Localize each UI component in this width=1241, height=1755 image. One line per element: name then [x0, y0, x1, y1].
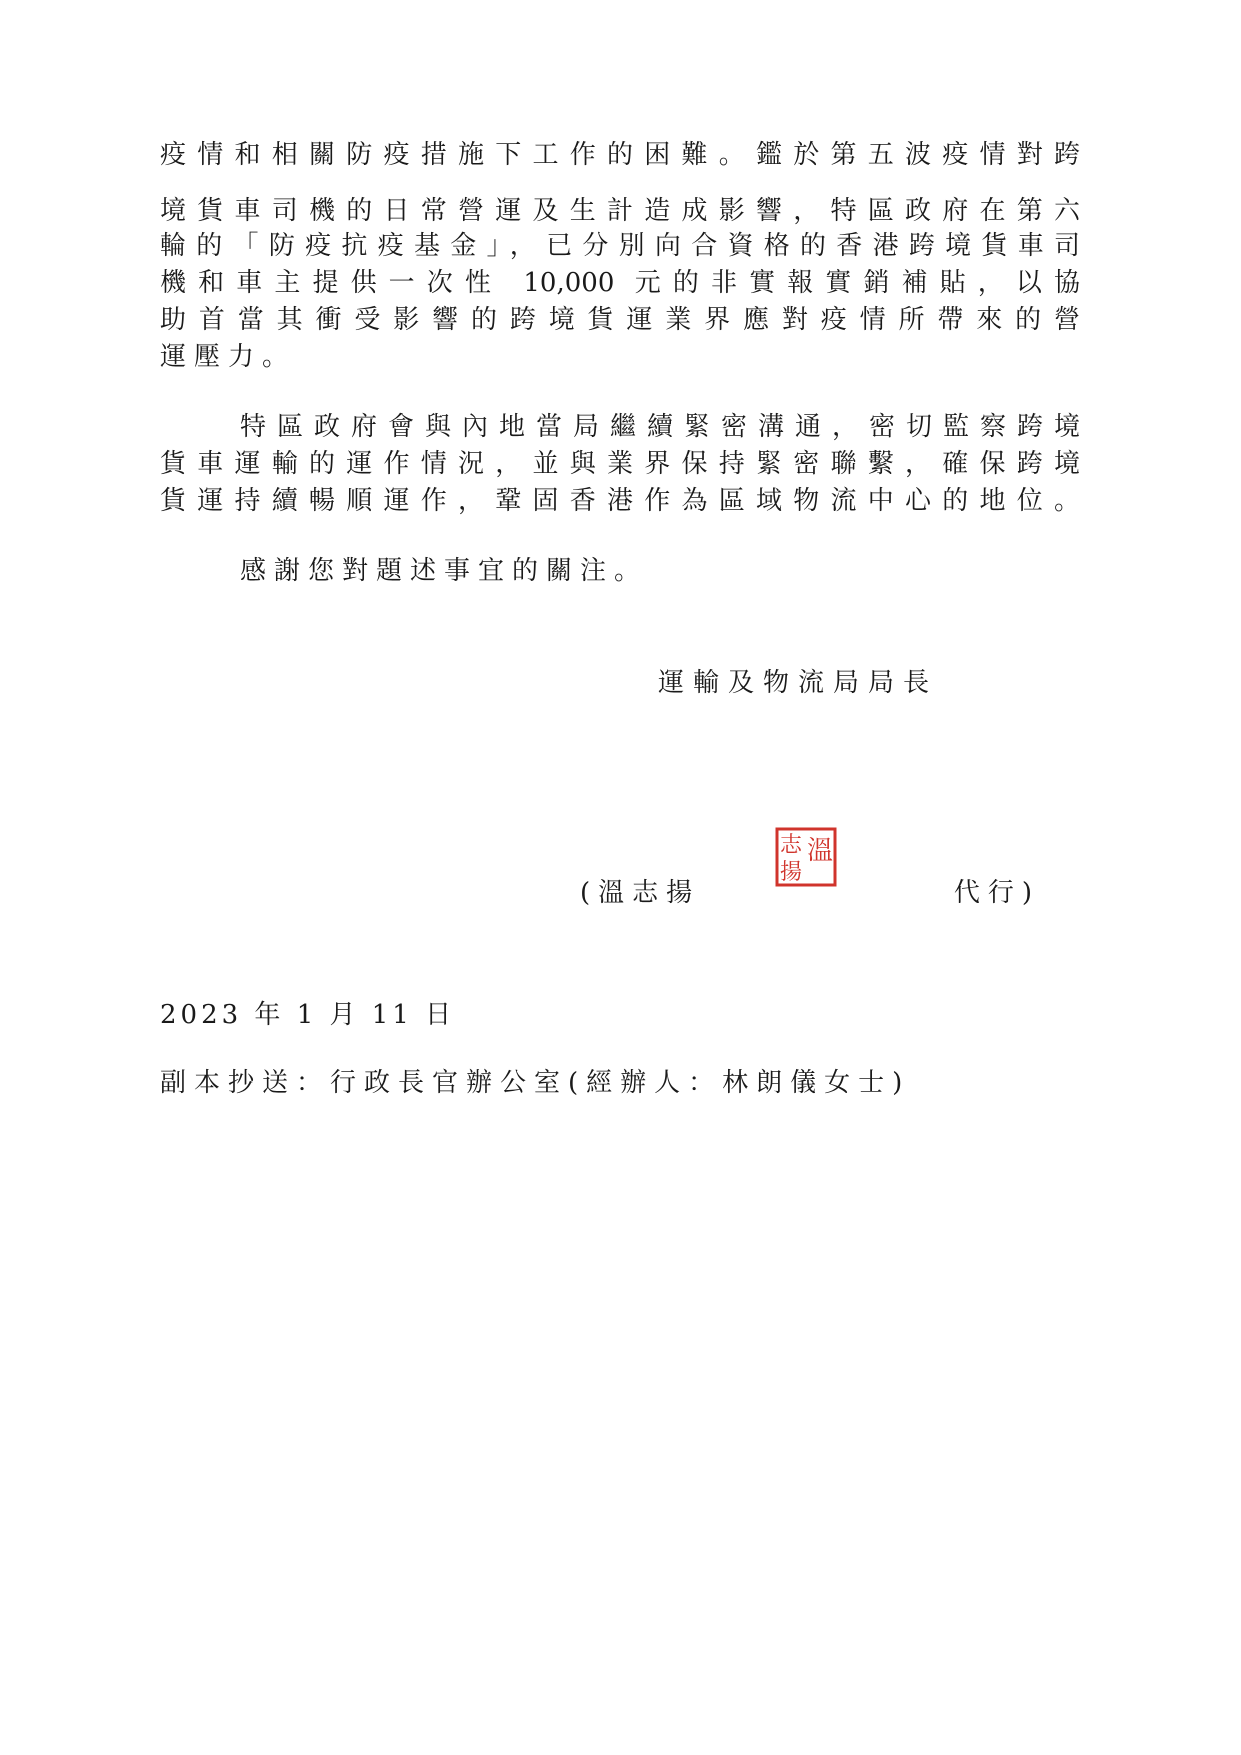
letter-date: 2023 年 1 月 11 日: [160, 1000, 456, 1030]
personal-seal-stamp: [774, 826, 838, 888]
closing-line: 感謝您對題述事宜的關注。: [240, 556, 649, 586]
paragraph-1-line: 疫情和相關防疫措施下工作的困難。鑑於第五波疫情對跨: [160, 140, 1080, 170]
paragraph-2-line: 貨運持續暢順運作，鞏固香港作為區域物流中心的地位。: [160, 486, 1080, 516]
paragraph-1-line: 助首當其衝受影響的跨境貨運業界應對疫情所帶來的營: [160, 305, 1080, 335]
paragraph-1-line: 境貨車司機的日常營運及生計造成影響，特區政府在第六: [160, 196, 1080, 226]
cc-line: 副本抄送：行政長官辦公室(經辦人：林朗儀女士): [160, 1068, 911, 1098]
paragraph-1-line: 輪的「防疫抗疫基金」，已分別向合資格的香港跨境貨車司: [160, 231, 1080, 261]
paragraph-1-line: 運壓力。: [160, 342, 297, 372]
paragraph-1-line: 機和車主提供一次性 10,000 元的非實報實銷補貼，以協: [160, 268, 1080, 298]
signatory-name: (溫志揚: [580, 878, 701, 908]
paragraph-2-line: 貨車運輸的運作情況，並與業界保持緊密聯繫，確保跨境: [160, 449, 1080, 479]
svg-text:志: 志: [779, 833, 803, 858]
svg-text:溫: 溫: [806, 836, 834, 866]
svg-text:揚: 揚: [779, 860, 803, 885]
paragraph-2-line: 特區政府會與內地當局繼續緊密溝通，密切監察跨境: [240, 412, 1080, 442]
acting-label: 代行): [953, 878, 1040, 908]
signatory-title: 運輸及物流局局長: [658, 668, 939, 698]
